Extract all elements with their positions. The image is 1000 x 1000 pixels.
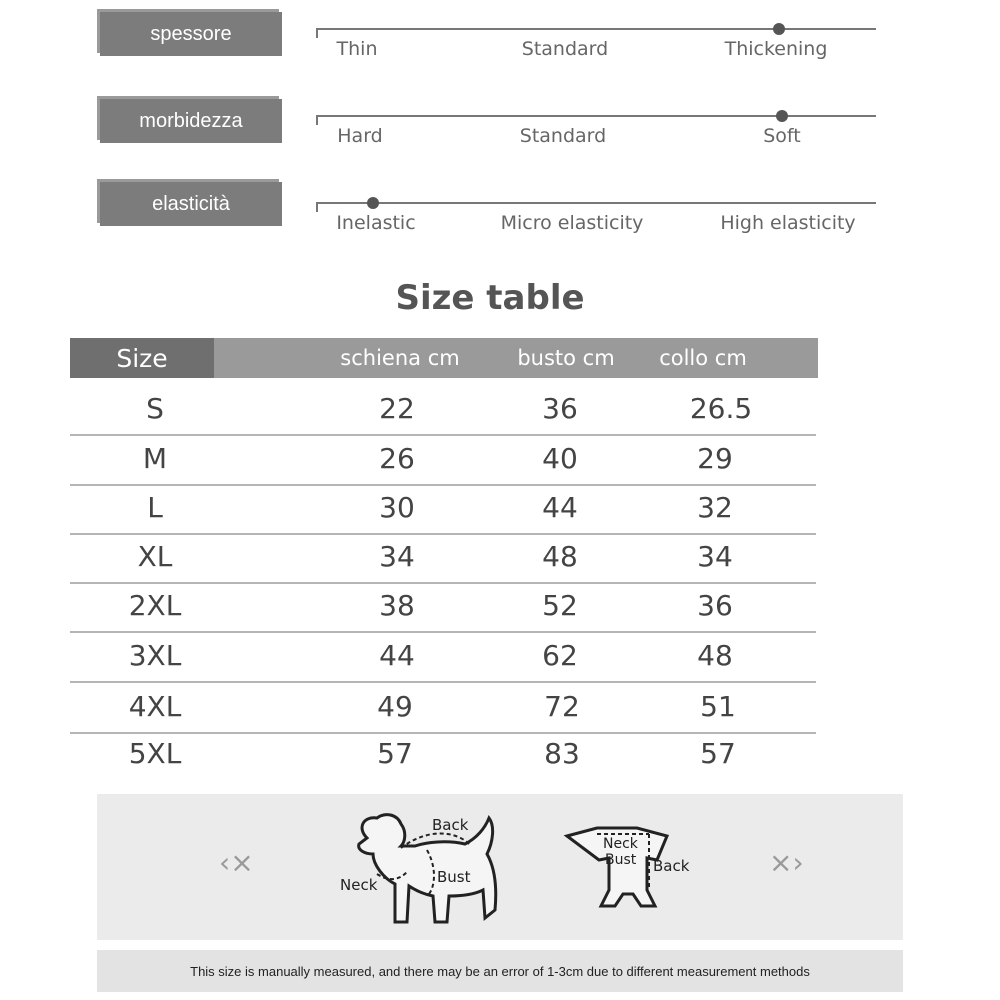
attribute-track-tick xyxy=(316,202,318,212)
cell-schiena: 26 xyxy=(379,442,415,475)
cell-collo: 51 xyxy=(700,690,736,723)
cell-collo: 29 xyxy=(697,442,733,475)
attribute-track xyxy=(316,115,876,117)
attribute-track-tick xyxy=(316,115,318,125)
cell-busto: 40 xyxy=(542,442,578,475)
cell-schiena: 57 xyxy=(377,737,413,770)
table-row xyxy=(70,633,816,683)
cell-busto: 52 xyxy=(542,589,578,622)
attribute-option: Standard xyxy=(521,38,609,60)
cell-collo: 48 xyxy=(697,639,733,672)
table-row xyxy=(70,534,816,584)
garment-back-label: Back xyxy=(653,857,690,875)
attribute-morbidezza xyxy=(0,95,1000,175)
garment-bust-label: Bust xyxy=(605,852,637,868)
cell-schiena: 44 xyxy=(379,639,415,672)
cell-collo: 34 xyxy=(697,540,733,573)
cell-busto: 36 xyxy=(542,392,578,425)
cell-schiena: 22 xyxy=(379,392,415,425)
measurement-note: This size is manually measured, and there may be an error of 1-3cm due to different measurement methods xyxy=(97,950,903,992)
cell-busto: 83 xyxy=(544,737,580,770)
size-table-title: Size table xyxy=(395,278,585,318)
cell-busto: 48 xyxy=(542,540,578,573)
attribute-option: High elasticity xyxy=(720,212,856,234)
arrow-right-icon: ×› xyxy=(769,846,804,879)
cell-schiena: 34 xyxy=(379,540,415,573)
attribute-option: Thin xyxy=(336,38,378,60)
cell-collo: 36 xyxy=(697,589,733,622)
cell-size: 5XL xyxy=(128,737,182,770)
table-row xyxy=(70,436,816,486)
attribute-label: spessore xyxy=(100,12,282,56)
row-divider xyxy=(70,681,816,683)
cell-size: XL xyxy=(137,540,173,573)
header-collo: collo cm xyxy=(659,346,747,370)
attribute-indicator-dot xyxy=(773,23,785,35)
attribute-track-tick xyxy=(316,28,318,38)
dog-measurement-illustration xyxy=(337,798,537,938)
garment-measurement-illustration xyxy=(537,798,717,938)
table-row xyxy=(70,684,816,734)
attribute-option: Hard xyxy=(337,125,383,147)
attribute-option: Inelastic xyxy=(336,212,416,234)
attribute-option: Standard xyxy=(519,125,607,147)
header-busto: busto cm xyxy=(517,346,615,370)
table-row xyxy=(70,731,816,781)
cell-size: 2XL xyxy=(128,589,182,622)
attribute-indicator-dot xyxy=(776,110,788,122)
cell-collo: 26.5 xyxy=(689,392,753,425)
arrow-left-icon: ‹× xyxy=(219,846,254,879)
attribute-elasticita xyxy=(0,182,1000,262)
cell-size: 3XL xyxy=(128,639,182,672)
dog-back-label: Back xyxy=(432,816,469,834)
attribute-track xyxy=(316,202,876,204)
attribute-option: Thickening xyxy=(724,38,828,60)
cell-busto: 72 xyxy=(544,690,580,723)
size-table-header xyxy=(70,338,818,378)
attribute-spessore xyxy=(0,8,1000,88)
cell-size: L xyxy=(147,491,163,524)
cell-size: S xyxy=(146,392,164,425)
garment-neck-label: Neck xyxy=(603,836,638,852)
cell-collo: 32 xyxy=(697,491,733,524)
cell-schiena: 30 xyxy=(379,491,415,524)
attribute-label: elasticità xyxy=(100,182,282,226)
header-size: Size xyxy=(70,338,214,378)
attribute-option: Soft xyxy=(763,125,801,147)
table-row xyxy=(70,583,816,633)
attribute-option: Micro elasticity xyxy=(500,212,644,234)
cell-busto: 62 xyxy=(542,639,578,672)
cell-schiena: 38 xyxy=(379,589,415,622)
cell-busto: 44 xyxy=(542,491,578,524)
attribute-label: morbidezza xyxy=(100,99,282,143)
cell-size: 4XL xyxy=(128,690,182,723)
attribute-indicator-dot xyxy=(367,197,379,209)
table-row xyxy=(70,386,816,436)
measurement-diagram xyxy=(97,794,903,940)
dog-neck-label: Neck xyxy=(340,876,378,894)
cell-size: M xyxy=(142,442,168,475)
cell-collo: 57 xyxy=(700,737,736,770)
attribute-track xyxy=(316,28,876,30)
dog-bust-label: Bust xyxy=(437,868,471,886)
table-row xyxy=(70,485,816,535)
cell-schiena: 49 xyxy=(377,690,413,723)
header-schiena: schiena cm xyxy=(340,346,460,370)
